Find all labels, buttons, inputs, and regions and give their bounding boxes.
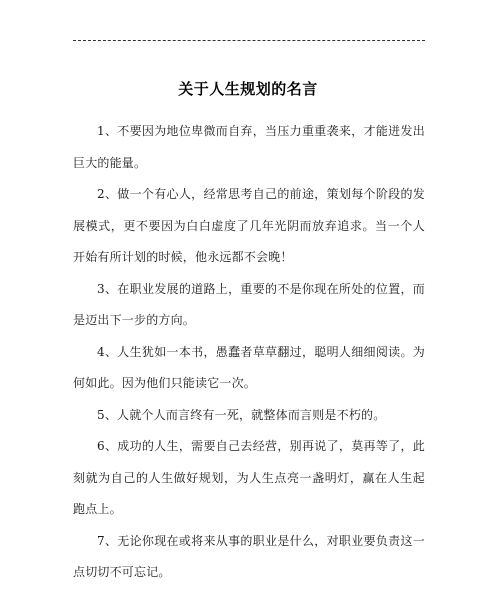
quote-paragraph-4: 4、人生犹如一本书，愚蠢者草草翻过，聪明人细细阅读。为何如此。因为他们只能读它一次。	[73, 344, 425, 390]
quote-paragraph-7: 7、无论你现在或将来从事的职业是什么，对职业要负责这一点切切不可忘记。	[73, 533, 425, 579]
quote-paragraph-6: 6、成功的人生，需要自己去经营，别再说了，莫再等了，此刻就为自己的人生做好规划，为人生点亮一盏明灯，赢在人生起跑点上。	[73, 439, 425, 516]
document-body	[73, 116, 425, 589]
quote-paragraph-3: 3、在职业发展的道路上，重要的不是你现在所处的位置，而是迈出下一步的方向。	[73, 281, 425, 327]
document-title: 关于人生规划的名言	[178, 80, 318, 98]
quote-paragraph-2: 2、做一个有心人，经常思考自己的前途，策划每个阶段的发展模式，更不要因为白白虚度了几年光阴而放弃追求。当一个人开始有所计划的时候，他永远都不会晚！	[73, 187, 425, 264]
quote-paragraph-5: 5、人就个人而言终有一死，就整体而言则是不朽的。	[97, 407, 386, 422]
header-dashed-rule	[73, 40, 425, 41]
quote-paragraph-1: 1、不要因为地位卑微而自弃，当压力重重袭来，才能迸发出巨大的能量。	[73, 124, 425, 170]
